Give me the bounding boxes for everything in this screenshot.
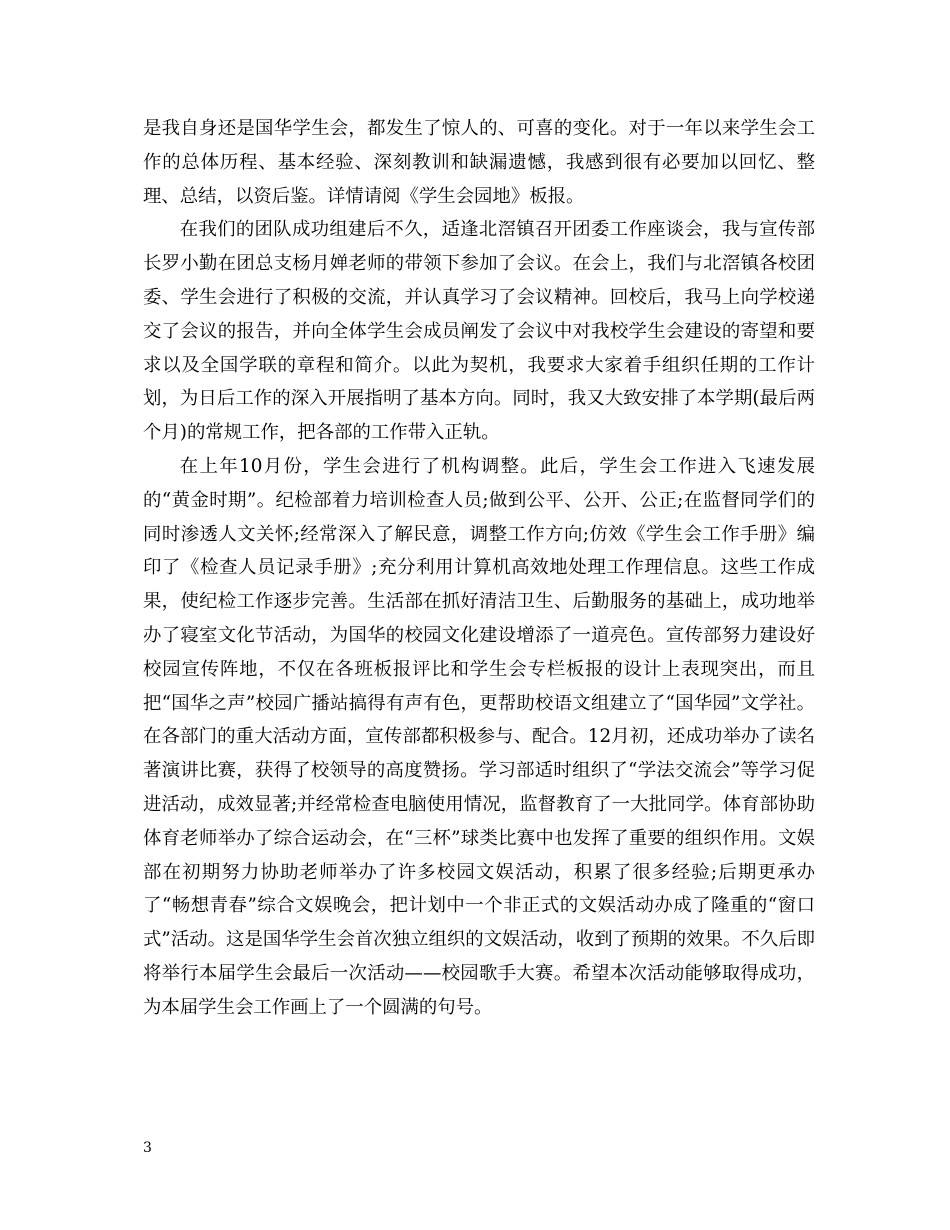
paragraph-3: 在上年10月份，学生会进行了机构调整。此后，学生会工作进入飞速发展的“黄金时期”。纪检部着力培训检查人员;做到公平、公开、公正;在监督同学们的同时渗透人文关怀;经常深入了解民意，调整工作方向;仿效《学生会工作手册》编印了《检查人员记录手册》;充分利用计算机高效地处理工作理信息。这些工作成果，使纪检工作逐步完善。生活部在抓好清洁卫生、后勤服务的基础上，成功地举办了寝室文化节活动，为国华的校园文化建设增添了一道亮色。宣传部努力建设好校园宣传阵地，不仅在各班板报评比和学生会专栏板报的设计上表现突出，而且把“国华之声”校园广播站搞得有声有色，更帮助校语文组建立了“国华园”文学社。在各部门的重大活动方面，宣传部都积极参与、配合。12月初，还成功举办了读名著演讲比赛，获得了校领导的高度赞扬。学习部适时组织了“学法交流会”等学习促进活动，成效显著;并经常检查电脑使用情况，监督教育了一大批同学。体育部协助体育老师举办了综合运动会，在“三杯”球类比赛中也发挥了重要的组织作用。文娱部在初期努力协助老师举办了许多校园文娱活动，积累了很多经验;后期更承办了“畅想青春”综合文娱晚会，把计划中一个非正式的文娱活动办成了隆重的“窗口式”活动。这是国华学生会首次独立组织的文娱活动，收到了预期的效果。不久后即将举行本届学生会最后一次活动——校园歌手大赛。希望本次活动能够取得成功，为本届学生会工作画上了一个圆满的句号。 bbox=[143, 455, 815, 1018]
page-number: 3 bbox=[143, 1140, 152, 1156]
paragraph-1: 是我自身还是国华学生会，都发生了惊人的、可喜的变化。对于一年以来学生会工作的总体历程、基本经验、深刻教训和缺漏遗憾，我感到很有必要加以回忆、整理、总结，以资后鉴。详情请阅《学生会园地》板报。 bbox=[143, 118, 815, 207]
document-body bbox=[143, 112, 815, 1025]
paragraph-2: 在我们的团队成功组建后不久，适逢北滘镇召开团委工作座谈会，我与宣传部长罗小勤在团总支杨月婵老师的带领下参加了会议。在会上，我们与北滘镇各校团委、学生会进行了积极的交流，并认真学习了会议精神。回校后，我马上向学校递交了会议的报告，并向全体学生会成员阐发了会议中对我校学生会建设的寄望和要求以及全国学联的章程和简介。以此为契机，我要求大家着手组织任期的工作计划，为日后工作的深入开展指明了基本方向。同时，我又大致安排了本学期(最后两个月)的常规工作，把各部的工作带入正轨。 bbox=[143, 219, 815, 444]
